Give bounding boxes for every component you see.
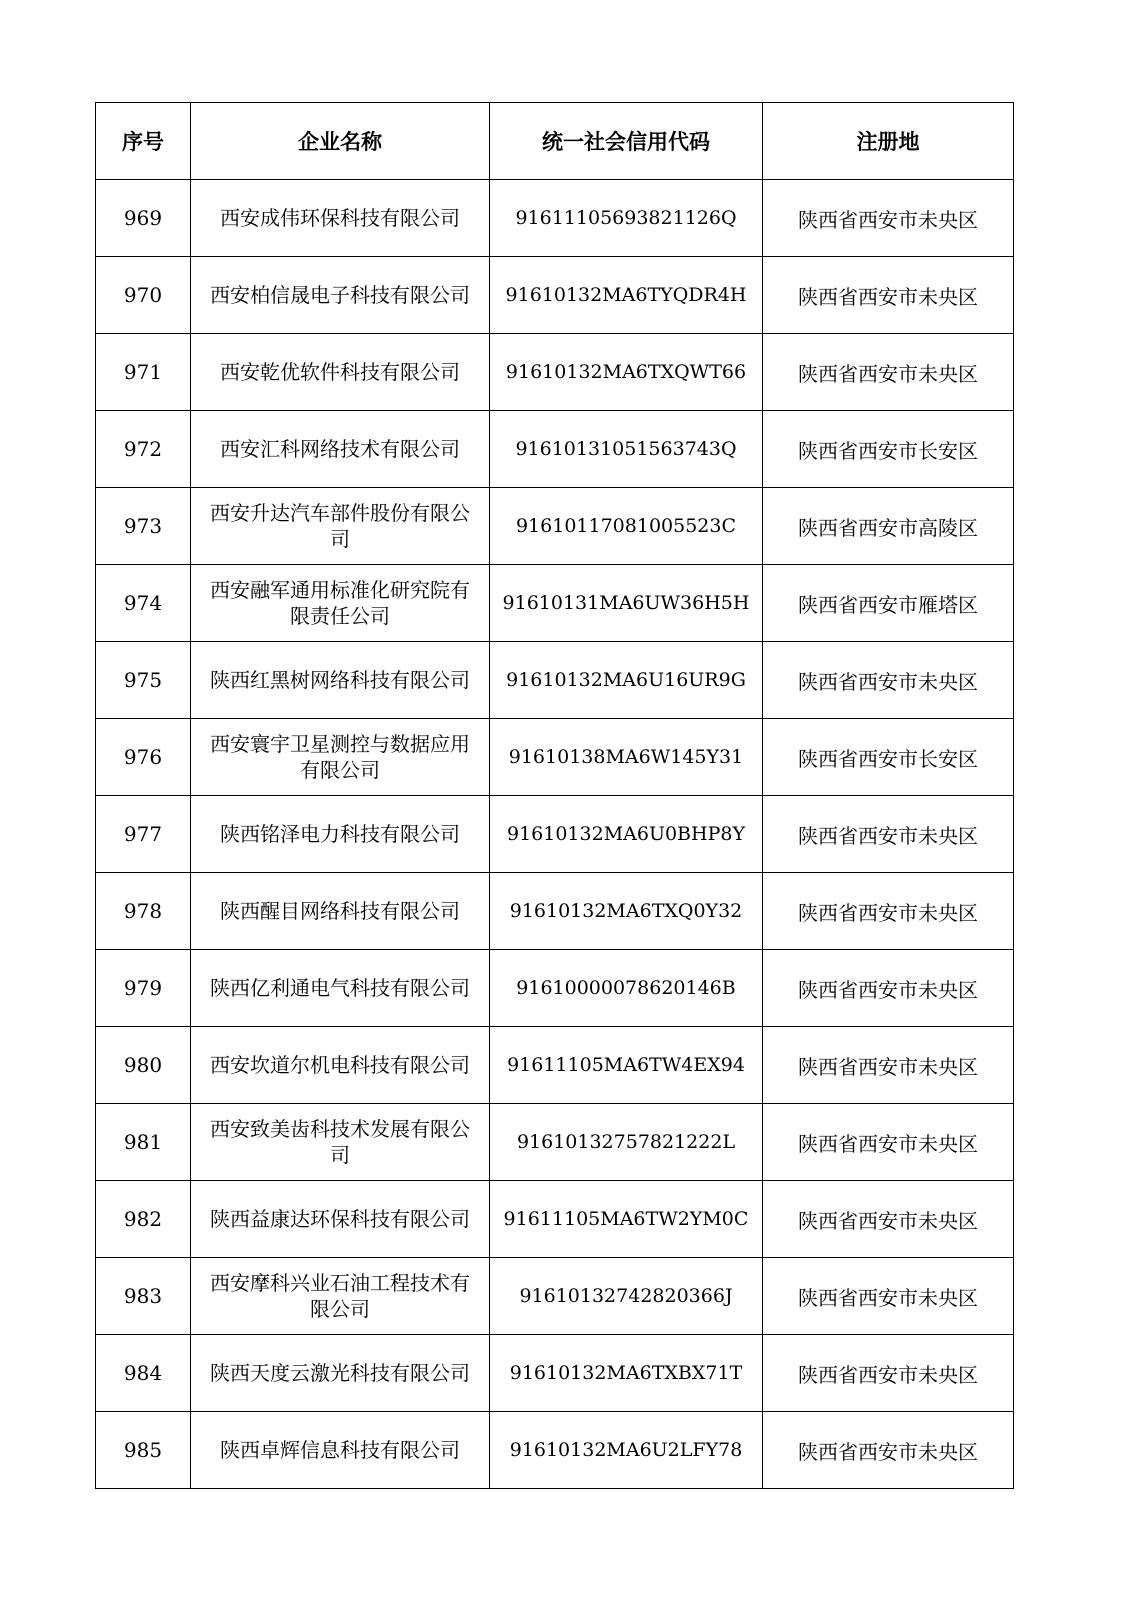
row-registration-place: 陕西省西安市未央区 xyxy=(763,334,1014,411)
table-row xyxy=(96,411,1014,488)
row-registration-place: 陕西省西安市未央区 xyxy=(763,180,1014,257)
row-company-name: 陕西天度云激光科技有限公司 xyxy=(191,1335,490,1412)
header-seq: 序号 xyxy=(96,103,191,180)
row-company-name: 西安坎道尔机电科技有限公司 xyxy=(191,1027,490,1104)
row-company-name: 陕西醒目网络科技有限公司 xyxy=(191,873,490,950)
row-seq: 979 xyxy=(96,950,191,1027)
row-registration-place: 陕西省西安市未央区 xyxy=(763,873,1014,950)
table-row xyxy=(96,1027,1014,1104)
row-company-name: 西安成伟环保科技有限公司 xyxy=(191,180,490,257)
row-registration-place: 陕西省西安市雁塔区 xyxy=(763,565,1014,642)
row-company-name: 西安汇科网络技术有限公司 xyxy=(191,411,490,488)
row-seq: 978 xyxy=(96,873,191,950)
row-credit-code: 91611105MA6TW2YM0C xyxy=(490,1181,763,1258)
row-company-name: 西安升达汽车部件股份有限公司 xyxy=(191,488,490,565)
table-row xyxy=(96,488,1014,565)
row-registration-place: 陕西省西安市未央区 xyxy=(763,1027,1014,1104)
row-credit-code: 91610117081005523C xyxy=(490,488,763,565)
row-company-name: 西安融军通用标准化研究院有限责任公司 xyxy=(191,565,490,642)
row-credit-code: 91610132MA6U2LFY78 xyxy=(490,1412,763,1489)
row-company-name: 西安摩科兴业石油工程技术有限公司 xyxy=(191,1258,490,1335)
row-credit-code: 91610131MA6UW36H5H xyxy=(490,565,763,642)
row-company-name: 西安柏信晟电子科技有限公司 xyxy=(191,257,490,334)
header-company-name: 企业名称 xyxy=(191,103,490,180)
row-seq: 971 xyxy=(96,334,191,411)
table-header-row xyxy=(96,103,1014,180)
row-credit-code: 91610132MA6TXQWT66 xyxy=(490,334,763,411)
table-row xyxy=(96,565,1014,642)
row-company-name: 西安乾优软件科技有限公司 xyxy=(191,334,490,411)
table-row xyxy=(96,1412,1014,1489)
row-seq: 977 xyxy=(96,796,191,873)
table-row xyxy=(96,796,1014,873)
header-credit-code: 统一社会信用代码 xyxy=(490,103,763,180)
row-registration-place: 陕西省西安市未央区 xyxy=(763,1181,1014,1258)
row-credit-code: 91610132MA6TXQ0Y32 xyxy=(490,873,763,950)
row-registration-place: 陕西省西安市未央区 xyxy=(763,1412,1014,1489)
row-credit-code: 91610132MA6TYQDR4H xyxy=(490,257,763,334)
row-company-name: 西安致美齿科技术发展有限公司 xyxy=(191,1104,490,1181)
row-seq: 976 xyxy=(96,719,191,796)
row-registration-place: 陕西省西安市未央区 xyxy=(763,1335,1014,1412)
row-seq: 975 xyxy=(96,642,191,719)
table-row xyxy=(96,257,1014,334)
row-company-name: 陕西红黑树网络科技有限公司 xyxy=(191,642,490,719)
row-seq: 970 xyxy=(96,257,191,334)
row-credit-code: 91610132757821222L xyxy=(490,1104,763,1181)
row-registration-place: 陕西省西安市未央区 xyxy=(763,257,1014,334)
row-seq: 972 xyxy=(96,411,191,488)
table-row xyxy=(96,180,1014,257)
enterprise-registry-table xyxy=(95,102,1014,1489)
row-credit-code: 91610131051563743Q xyxy=(490,411,763,488)
row-registration-place: 陕西省西安市长安区 xyxy=(763,411,1014,488)
table-row xyxy=(96,1181,1014,1258)
row-credit-code: 91610000078620146B xyxy=(490,950,763,1027)
row-company-name: 陕西卓辉信息科技有限公司 xyxy=(191,1412,490,1489)
row-registration-place: 陕西省西安市长安区 xyxy=(763,719,1014,796)
row-credit-code: 91610132MA6U16UR9G xyxy=(490,642,763,719)
row-company-name: 陕西铭泽电力科技有限公司 xyxy=(191,796,490,873)
table-row xyxy=(96,334,1014,411)
row-seq: 983 xyxy=(96,1258,191,1335)
row-registration-place: 陕西省西安市高陵区 xyxy=(763,488,1014,565)
row-credit-code: 91611105693821126Q xyxy=(490,180,763,257)
row-credit-code: 91610132MA6U0BHP8Y xyxy=(490,796,763,873)
row-seq: 974 xyxy=(96,565,191,642)
row-credit-code: 91610132MA6TXBX71T xyxy=(490,1335,763,1412)
table-row xyxy=(96,719,1014,796)
row-seq: 973 xyxy=(96,488,191,565)
row-seq: 982 xyxy=(96,1181,191,1258)
table-row xyxy=(96,642,1014,719)
table-row xyxy=(96,950,1014,1027)
row-registration-place: 陕西省西安市未央区 xyxy=(763,950,1014,1027)
row-seq: 985 xyxy=(96,1412,191,1489)
row-seq: 981 xyxy=(96,1104,191,1181)
table-row xyxy=(96,1104,1014,1181)
row-company-name: 陕西益康达环保科技有限公司 xyxy=(191,1181,490,1258)
row-seq: 984 xyxy=(96,1335,191,1412)
row-registration-place: 陕西省西安市未央区 xyxy=(763,642,1014,719)
row-registration-place: 陕西省西安市未央区 xyxy=(763,1104,1014,1181)
row-registration-place: 陕西省西安市未央区 xyxy=(763,1258,1014,1335)
row-credit-code: 91610138MA6W145Y31 xyxy=(490,719,763,796)
row-company-name: 西安寰宇卫星测控与数据应用有限公司 xyxy=(191,719,490,796)
row-company-name: 陕西亿利通电气科技有限公司 xyxy=(191,950,490,1027)
row-credit-code: 91611105MA6TW4EX94 xyxy=(490,1027,763,1104)
table-row xyxy=(96,873,1014,950)
row-credit-code: 91610132742820366J xyxy=(490,1258,763,1335)
header-registration-place: 注册地 xyxy=(763,103,1014,180)
table-row xyxy=(96,1335,1014,1412)
row-seq: 980 xyxy=(96,1027,191,1104)
row-seq: 969 xyxy=(96,180,191,257)
table-row xyxy=(96,1258,1014,1335)
row-registration-place: 陕西省西安市未央区 xyxy=(763,796,1014,873)
